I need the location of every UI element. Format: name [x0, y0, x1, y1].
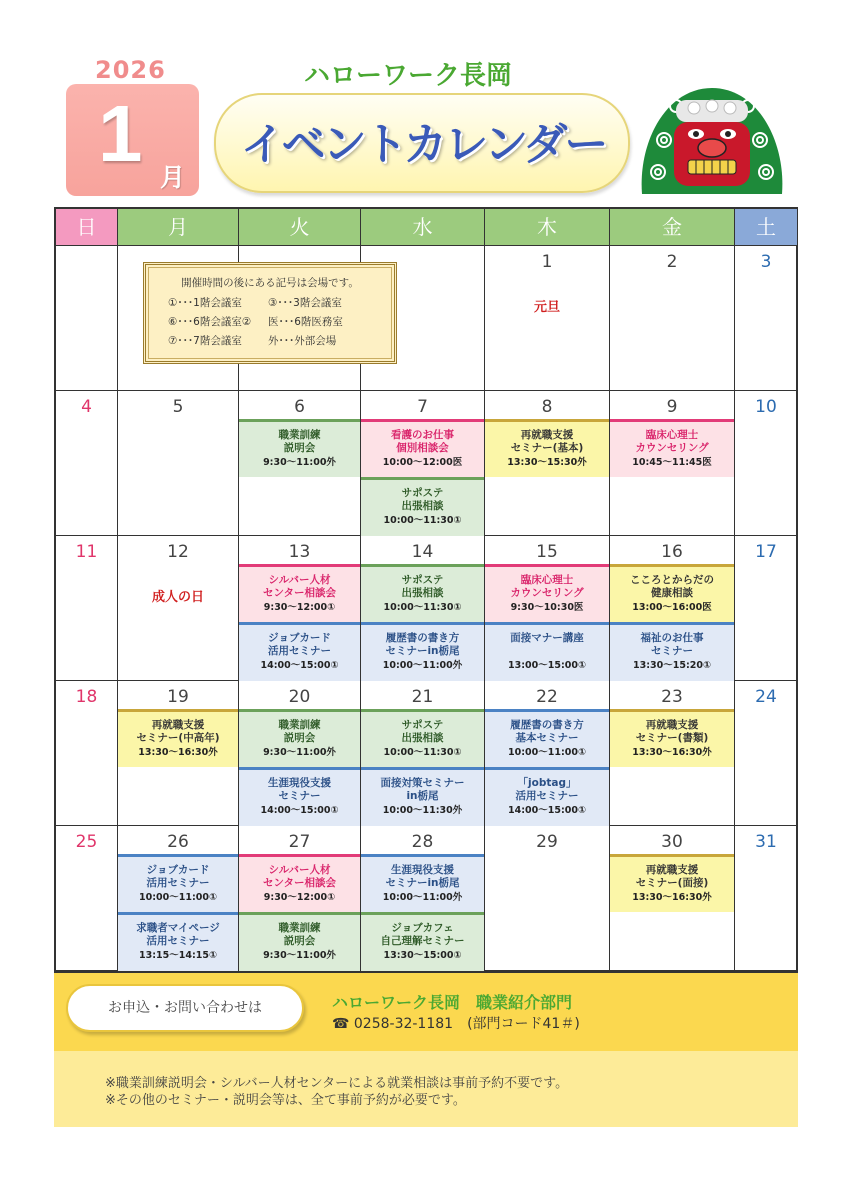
day-number: 19 — [167, 687, 189, 707]
day-cell — [118, 391, 239, 536]
venue-legend — [143, 262, 397, 364]
event-title-line: 出張相談 — [401, 732, 444, 744]
event-card[interactable] — [361, 419, 484, 477]
event-time: 13:30～16:30外 — [138, 747, 218, 758]
legend-row — [146, 295, 394, 310]
event-time: 10:00～11:30① — [383, 747, 462, 758]
weekday-header: 日 — [56, 209, 118, 246]
event-card[interactable] — [239, 709, 360, 767]
event-title-line: 看護のお仕事 — [391, 429, 454, 441]
day-number: 30 — [661, 832, 683, 852]
day-cell — [735, 391, 798, 536]
event-title-line: 説明会 — [283, 732, 316, 744]
event-title-line: 活用セミナー — [268, 645, 331, 657]
event-card[interactable] — [239, 767, 360, 826]
day-number: 31 — [755, 832, 777, 852]
event-title-line: 臨床心理士 — [645, 429, 699, 441]
event-title-line: ジョブカード — [268, 632, 331, 644]
day-cell — [56, 391, 118, 536]
event-time: 10:00～11:00外 — [382, 660, 463, 671]
event-title-line: サポステ — [401, 719, 444, 731]
event-card[interactable] — [485, 709, 609, 767]
event-time: 9:30～11:00外 — [263, 457, 336, 468]
event-card[interactable] — [361, 477, 484, 536]
event-title-line: 履歴書の書き方 — [385, 632, 460, 644]
event-time: 9:30～11:00外 — [263, 747, 336, 758]
event-title-line: セミナー — [278, 790, 321, 802]
event-time: 13:00～16:00医 — [632, 602, 712, 613]
day-number: 20 — [288, 687, 311, 707]
event-title-line: セミナー(中高年) — [136, 732, 220, 744]
day-cell — [610, 536, 735, 681]
shishimai-illustration — [636, 82, 788, 196]
day-number: 2 — [666, 252, 678, 272]
event-card[interactable] — [239, 854, 360, 912]
day-number: 26 — [167, 832, 189, 852]
event-title-line: セミナー — [651, 645, 693, 657]
event-card[interactable] — [610, 622, 734, 681]
year-label: 2026 — [95, 56, 166, 84]
event-time: 10:00～11:30外 — [382, 805, 463, 816]
weekday-header: 月 — [118, 209, 239, 246]
event-title-line: センター相談会 — [262, 877, 337, 889]
event-time: 14:00～15:00① — [260, 660, 339, 671]
event-title-line: in栃尾 — [406, 790, 439, 802]
event-card[interactable] — [361, 767, 484, 826]
day-cell — [610, 391, 735, 536]
event-time: 13:30～16:30外 — [632, 747, 712, 758]
event-card[interactable] — [239, 622, 360, 681]
day-number: 24 — [755, 687, 777, 707]
event-title-line: 職業訓練 — [278, 922, 321, 934]
event-card[interactable] — [361, 564, 484, 622]
contact-phone[interactable]: ☎ 0258-32-1181 (部門コード41＃) — [332, 1016, 580, 1032]
day-cell — [361, 391, 485, 536]
event-card[interactable] — [610, 419, 734, 477]
event-title-line: 「jobtag」 — [517, 777, 577, 789]
event-title-line: 出張相談 — [401, 587, 444, 599]
day-cell — [735, 826, 798, 971]
event-title-line: ジョブカード — [146, 864, 210, 876]
event-card[interactable] — [485, 419, 609, 477]
day-cell — [735, 681, 798, 826]
event-time: 13:30～16:30外 — [632, 892, 712, 903]
event-title-line: 活用セミナー — [146, 935, 210, 947]
event-title-line: 生涯現役支援 — [268, 777, 331, 789]
weekday-header: 木 — [485, 209, 610, 246]
weekday-header: 水 — [361, 209, 485, 246]
event-title-line: ジョブカフェ — [391, 922, 454, 934]
day-number: 22 — [536, 687, 558, 707]
legend-item: ⑦･･･7階会議室 — [168, 335, 242, 347]
event-title-line: 健康相談 — [651, 587, 693, 599]
event-card[interactable] — [239, 564, 360, 622]
event-card[interactable] — [361, 912, 484, 971]
month-suffix: 月 — [160, 163, 186, 192]
event-title-line: カウンセリング — [635, 442, 709, 454]
day-number: 14 — [411, 542, 434, 562]
day-cell — [361, 681, 485, 826]
legend-item: 外･･･外部会場 — [268, 335, 337, 347]
event-time: 13:30～15:30外 — [507, 457, 587, 468]
event-time: 9:30～10:30医 — [510, 602, 584, 613]
day-cell — [118, 681, 239, 826]
event-title-line: 説明会 — [283, 935, 316, 947]
day-number: 28 — [411, 832, 434, 852]
event-title-line: セミナー(面接) — [635, 877, 709, 889]
legend-item: ①･･･1階会議室 — [168, 297, 242, 309]
day-number: 17 — [755, 542, 777, 562]
event-time: 13:15～14:15① — [138, 950, 218, 961]
event-title-line: 面接対策セミナー — [380, 777, 465, 789]
event-title-line: 求職者マイページ — [136, 922, 220, 934]
day-cell — [239, 826, 361, 971]
event-time: 10:00～11:00外 — [382, 892, 463, 903]
legend-item: 医･･･6階医務室 — [268, 316, 343, 328]
day-cell — [239, 681, 361, 826]
event-title-line: 職業訓練 — [278, 719, 321, 731]
event-title-line: セミナーin栃尾 — [385, 877, 460, 889]
event-title-line: サポステ — [401, 574, 444, 586]
day-number: 18 — [75, 687, 98, 707]
day-number: 5 — [172, 397, 184, 417]
weekday-header: 金 — [610, 209, 735, 246]
day-cell — [118, 826, 239, 971]
event-card[interactable] — [610, 564, 734, 622]
event-title-line: 生涯現役支援 — [391, 864, 454, 876]
event-title-line: 説明会 — [283, 442, 316, 454]
event-time: 13:30～15:00① — [383, 950, 462, 961]
day-number: 7 — [417, 397, 428, 417]
event-card[interactable] — [118, 854, 238, 912]
day-cell — [361, 536, 485, 681]
contact-org: ハローワーク長岡 職業紹介部門 — [332, 993, 573, 1012]
event-card[interactable] — [361, 622, 484, 681]
day-number: 21 — [411, 687, 434, 707]
day-number: 8 — [541, 397, 553, 417]
event-time: 10:00～11:30① — [383, 515, 462, 526]
day-cell — [485, 391, 610, 536]
month-number: 1 — [98, 89, 143, 178]
page-title: イベントカレンダー — [240, 119, 606, 170]
event-card[interactable] — [610, 854, 734, 912]
day-number: 16 — [661, 542, 683, 562]
day-cell — [610, 826, 735, 971]
holiday-label: 成人の日 — [151, 590, 204, 605]
event-title-line: セミナーin栃尾 — [385, 645, 460, 657]
legend-item: ⑥･･･6階会議室② — [168, 316, 252, 328]
day-cell — [485, 246, 610, 391]
event-title-line: 再就職支援 — [645, 864, 699, 876]
event-title-line: 福祉のお仕事 — [640, 632, 704, 644]
day-cell — [118, 536, 239, 681]
day-cell — [56, 681, 118, 826]
event-title-line: 活用セミナー — [146, 877, 210, 889]
legend-title: 開催時間の後にある記号は会場です。 — [181, 277, 359, 289]
legend-row — [146, 314, 394, 329]
event-title-line: 基本セミナー — [515, 732, 579, 744]
legend-row — [146, 333, 394, 348]
event-card[interactable] — [485, 564, 609, 622]
event-title-line: 活用セミナー — [515, 790, 579, 802]
event-title-line — [485, 645, 609, 658]
event-time: 13:30～15:20① — [632, 660, 712, 671]
legend-item: ③･･･3階会議室 — [268, 297, 342, 309]
event-time: 10:45～11:45医 — [632, 457, 712, 468]
day-cell — [56, 536, 118, 681]
event-title-line: こころとからだの — [630, 574, 714, 586]
event-card[interactable] — [485, 767, 609, 826]
event-title-line: センター相談会 — [262, 587, 337, 599]
event-title-line: 自己理解セミナー — [380, 935, 465, 947]
event-time: 10:00～12:00医 — [382, 457, 463, 468]
event-title-line: 職業訓練 — [278, 429, 321, 441]
day-cell — [239, 391, 361, 536]
day-cell — [361, 826, 485, 971]
event-title-line: シルバー人材 — [268, 864, 331, 876]
day-number: 25 — [75, 832, 98, 852]
event-title-line: 再就職支援 — [645, 719, 699, 731]
event-card[interactable] — [118, 912, 238, 971]
event-card[interactable] — [485, 622, 609, 681]
day-number: 10 — [755, 397, 777, 417]
weekday-header: 火 — [239, 209, 361, 246]
event-card[interactable] — [239, 419, 360, 477]
event-title-line: 再就職支援 — [151, 719, 205, 731]
event-title-line: シルバー人材 — [268, 574, 331, 586]
event-time: 10:00～11:30① — [383, 602, 462, 613]
event-title-line: セミナー(書類) — [635, 732, 709, 744]
event-time: 10:00～11:00① — [507, 747, 587, 758]
day-cell — [485, 826, 610, 971]
event-card[interactable] — [361, 709, 484, 767]
event-card[interactable] — [239, 912, 360, 971]
event-time: 13:00～15:00① — [507, 660, 587, 671]
day-number: 12 — [167, 542, 189, 562]
event-time: 14:00～15:00① — [260, 805, 339, 816]
event-title-line: 出張相談 — [401, 500, 444, 512]
inquiry-label: お申込・お問い合わせは — [66, 984, 304, 1032]
event-title-line: 再就職支援 — [520, 429, 574, 441]
event-title-line: セミナー(基本) — [510, 442, 584, 454]
event-card[interactable] — [610, 709, 734, 767]
note-line: ※職業訓練説明会・シルバー人材センターによる就業相談は事前予約不要です。 — [105, 1076, 569, 1091]
day-cell — [735, 536, 798, 681]
event-title-line: 履歴書の書き方 — [510, 719, 584, 731]
day-number: 3 — [760, 252, 772, 272]
event-card[interactable] — [361, 854, 484, 912]
day-cell — [610, 681, 735, 826]
event-time: 9:30～12:00① — [263, 892, 336, 903]
day-cell — [610, 246, 735, 391]
weekday-header: 土 — [735, 209, 798, 246]
day-cell — [485, 536, 610, 681]
day-number: 27 — [288, 832, 311, 852]
day-number: 11 — [75, 542, 98, 562]
day-cell — [485, 681, 610, 826]
day-number: 1 — [541, 252, 553, 272]
day-cell — [239, 536, 361, 681]
holiday-label: 元旦 — [533, 300, 560, 315]
event-title-line: 個別相談会 — [396, 442, 449, 454]
day-cell — [56, 246, 118, 391]
event-time: 14:00～15:00① — [507, 805, 587, 816]
day-number: 23 — [661, 687, 683, 707]
event-time: 9:30～11:00外 — [263, 950, 336, 961]
day-number: 4 — [81, 397, 92, 417]
day-number: 29 — [536, 832, 558, 852]
day-number: 6 — [294, 397, 305, 417]
event-title-line: サポステ — [401, 487, 444, 499]
org-title: ハローワーク長岡 — [304, 61, 513, 91]
event-time: 10:00～11:00① — [138, 892, 218, 903]
day-number: 9 — [666, 397, 678, 417]
day-cell — [735, 246, 798, 391]
day-number: 15 — [536, 542, 558, 562]
event-time: 9:30～12:00① — [263, 602, 336, 613]
event-title-line: 面接マナー講座 — [510, 632, 584, 644]
note-line: ※その他のセミナー・説明会等は、全て事前予約が必要です。 — [105, 1093, 466, 1108]
event-title-line: 臨床心理士 — [520, 574, 574, 586]
day-cell — [56, 826, 118, 971]
event-title-line: カウンセリング — [510, 587, 584, 599]
day-number: 13 — [288, 542, 311, 562]
event-card[interactable] — [118, 709, 238, 767]
